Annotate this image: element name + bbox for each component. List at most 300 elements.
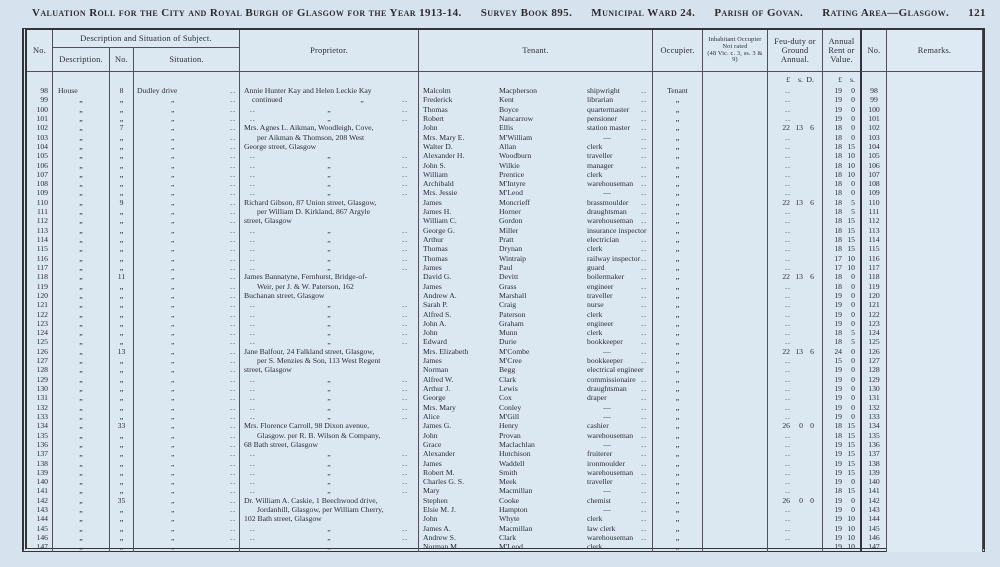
row-number-right: 117 — [860, 263, 887, 272]
proprietor-cell — [240, 170, 419, 179]
situation-cell — [134, 188, 240, 197]
feu-shillings: 13 — [795, 272, 803, 282]
feu-duty-cell — [768, 468, 823, 477]
ditto-mark: „ — [327, 486, 331, 496]
dot-leader: .. — [641, 309, 647, 319]
situation-cell — [134, 198, 240, 207]
rent-pounds: 19 — [834, 384, 842, 393]
inhabitant-occupier-cell — [703, 244, 768, 253]
dot-leader: .. — [230, 365, 236, 375]
situation-cell — [134, 384, 240, 393]
rent-pounds: 18 — [834, 160, 842, 170]
dot-leader: .. — [641, 244, 647, 254]
feu-shillings: 13 — [795, 197, 803, 207]
tenant-cell — [419, 95, 653, 104]
dot-leader: .. — [230, 113, 236, 123]
ditto-mark: „ — [327, 467, 331, 477]
ditto-mark: „ — [327, 225, 331, 235]
dot-leader: .. — [785, 467, 791, 477]
feu-pounds: 22 — [782, 197, 790, 207]
parish: Parish of Govan. — [714, 7, 804, 19]
tenant-cell — [419, 282, 653, 291]
rent-pounds: 15 — [834, 356, 842, 366]
rent-shillings: 10 — [847, 514, 855, 524]
dot-leader: .. — [402, 402, 408, 412]
row-number-right: 114 — [860, 235, 887, 244]
dot-leader: .. — [785, 179, 791, 189]
tenant-cell — [419, 356, 653, 365]
proprietor-cell — [240, 244, 419, 253]
feu-duty-cell — [768, 496, 823, 505]
row-number: 117 — [27, 263, 53, 272]
remarks-cell — [887, 365, 983, 374]
tenant-occupation: traveller — [587, 290, 613, 300]
annual-rent-cell — [823, 449, 861, 458]
tenant-surname: Cooke — [499, 495, 520, 505]
dot-leader: .. — [230, 328, 236, 338]
description-cell: „ — [53, 300, 110, 309]
remarks-cell — [887, 161, 983, 170]
occupier-cell: „ — [653, 375, 703, 384]
row-number-right: 107 — [860, 170, 887, 179]
annual-rent-cell — [823, 235, 861, 244]
inhabitant-occupier-cell — [703, 226, 768, 235]
annual-rent-cell — [823, 328, 861, 337]
tenant-occupation: manager — [587, 160, 614, 170]
feu-pounds: 22 — [782, 123, 790, 133]
header-no-right: No. — [860, 30, 887, 72]
situation-cell — [134, 440, 240, 449]
tenant-cell — [419, 524, 653, 533]
ditto-mark: „ — [327, 402, 331, 412]
dot-leader: .. — [641, 104, 647, 114]
feu-duty-cell — [768, 310, 823, 319]
row-number-right: 110 — [860, 198, 887, 207]
row-number: 106 — [27, 161, 53, 170]
tenant-surname: Meek — [499, 477, 517, 487]
remarks-cell — [887, 496, 983, 505]
tenant-surname: M'Leod — [499, 188, 524, 198]
pence-sign: D. — [806, 74, 814, 84]
tenant-occupation: electrician — [587, 235, 620, 244]
tenant-cell — [419, 449, 653, 458]
situation-cell — [134, 337, 240, 346]
money-spacer — [860, 72, 887, 86]
situation-text: „ — [171, 458, 175, 468]
rent-pounds: 18 — [834, 188, 842, 198]
tenant-cell — [419, 142, 653, 151]
situation-text: „ — [171, 179, 175, 189]
rent-pounds: 19 — [834, 86, 842, 95]
situation-cell — [134, 524, 240, 533]
proprietor-cell: street, Glasgow — [240, 216, 419, 225]
description-cell: „ — [53, 496, 110, 505]
rent-pounds: 18 — [834, 179, 842, 189]
house-number-cell: „ — [110, 263, 134, 272]
house-number-cell: 35 — [110, 496, 134, 505]
rent-shillings: 15 — [847, 467, 855, 477]
tenant-forename: John — [423, 328, 438, 338]
description-cell: „ — [53, 533, 110, 542]
tenant-occupation: clerk — [587, 169, 603, 179]
tenant-surname: Woodburn — [499, 151, 532, 161]
annual-rent-cell — [823, 319, 861, 328]
tenant-forename: George G. — [423, 225, 455, 235]
ditto-mark: „ — [327, 160, 331, 170]
feu-duty-cell — [768, 459, 823, 468]
dot-leader: .. — [641, 439, 647, 449]
feu-duty-cell — [768, 188, 823, 197]
house-number-cell: „ — [110, 142, 134, 151]
inhabitant-occupier-cell — [703, 170, 768, 179]
annual-rent-cell — [823, 375, 861, 384]
situation-text: „ — [171, 439, 175, 449]
rent-pounds: 19 — [834, 514, 842, 524]
situation-text: „ — [171, 421, 175, 431]
feu-pence: 0 — [810, 421, 814, 431]
rent-shillings: 15 — [847, 235, 855, 244]
annual-rent-cell — [823, 459, 861, 468]
tenant-surname: Moncrieff — [499, 197, 531, 207]
dot-leader: .. — [230, 346, 236, 356]
row-number-right: 134 — [860, 421, 887, 430]
row-number-right: 118 — [860, 272, 887, 281]
house-number-cell: „ — [110, 291, 134, 300]
valuation-roll-table — [22, 28, 985, 552]
house-number-cell: 13 — [110, 347, 134, 356]
tenant-occupation: brassmoulder — [587, 197, 629, 207]
tenant-surname: M'Cree — [499, 356, 522, 366]
situation-cell — [134, 95, 240, 104]
dot-leader: .. — [250, 318, 256, 328]
feu-pence: 6 — [810, 346, 814, 356]
rent-shillings: 5 — [851, 207, 855, 217]
remarks-cell — [887, 170, 983, 179]
occupier-cell: „ — [653, 105, 703, 114]
tenant-forename: Mrs. Mary — [423, 402, 456, 412]
proprietor-cell — [240, 95, 419, 104]
occupier-cell: „ — [653, 421, 703, 430]
house-number-cell: „ — [110, 161, 134, 170]
tenant-forename: Mrs. Mary E. — [423, 132, 465, 142]
dot-leader: .. — [230, 384, 236, 393]
rent-shillings: 0 — [851, 272, 855, 282]
description-cell: „ — [53, 319, 110, 328]
tenant-forename: Sarah P. — [423, 300, 448, 310]
tenant-surname: M'Leod — [499, 542, 524, 552]
tenant-cell — [419, 328, 653, 337]
description-cell: „ — [53, 291, 110, 300]
tenant-cell — [419, 431, 653, 440]
dot-leader: .. — [402, 467, 408, 477]
rent-pounds: 19 — [834, 95, 842, 105]
inhabitant-occupier-cell — [703, 216, 768, 225]
description-cell: „ — [53, 412, 110, 421]
row-number: 121 — [27, 300, 53, 309]
tenant-occupation: clerk — [587, 542, 603, 552]
dot-leader: .. — [641, 505, 647, 515]
rent-shillings: 10 — [847, 169, 855, 179]
dot-leader: .. — [641, 421, 647, 431]
situation-cell — [134, 496, 240, 505]
tenant-cell — [419, 403, 653, 412]
description-cell: „ — [53, 133, 110, 142]
house-number-cell: „ — [110, 365, 134, 374]
dot-leader: .. — [785, 169, 791, 179]
description-cell: „ — [53, 542, 110, 551]
rent-pounds: 19 — [834, 467, 842, 477]
dot-leader: .. — [230, 467, 236, 477]
rent-shillings: 0 — [851, 188, 855, 198]
rent-shillings: 15 — [847, 449, 855, 459]
situation-cell — [134, 114, 240, 123]
proprietor-cell: George street, Glasgow — [240, 142, 419, 151]
remarks-cell — [887, 216, 983, 225]
tenant-cell — [419, 105, 653, 114]
row-number: 134 — [27, 421, 53, 430]
situation-text: Dudley drive — [137, 86, 178, 95]
dot-leader: .. — [785, 402, 791, 412]
tenant-occupation: electrical engineer — [587, 365, 644, 375]
proprietor-cell: Mrs. Agnes L. Aikman, Woodleigh, Cove, — [240, 123, 419, 132]
dot-leader: .. — [250, 533, 256, 542]
page-title: Valuation Roll for the City and Royal Burgh of Glasgow for the Year 1913-14. — [32, 7, 462, 19]
description-cell: „ — [53, 179, 110, 188]
inhabitant-occupier-cell — [703, 459, 768, 468]
situation-text: „ — [171, 430, 175, 440]
tenant-surname: Clark — [499, 533, 517, 542]
remarks-cell — [887, 459, 983, 468]
ditto-mark: „ — [327, 411, 331, 421]
situation-cell — [134, 123, 240, 132]
description-cell: „ — [53, 207, 110, 216]
tenant-occupation: — — [603, 439, 611, 449]
house-number-cell: „ — [110, 514, 134, 523]
rent-pounds: 18 — [834, 244, 842, 254]
row-number-right: 102 — [860, 123, 887, 132]
tenant-forename: John — [423, 514, 438, 524]
dot-leader: .. — [641, 402, 647, 412]
occupier-cell: „ — [653, 449, 703, 458]
proprietor-cell: Glasgow. per R. B. Wilson & Company, — [240, 431, 419, 440]
proprietor-cell — [240, 151, 419, 160]
inhabitant-occupier-cell — [703, 542, 768, 551]
house-number-cell: „ — [110, 133, 134, 142]
row-number-right: 99 — [860, 95, 887, 104]
description-cell: „ — [53, 356, 110, 365]
dot-leader: .. — [641, 346, 647, 356]
description-cell: „ — [53, 161, 110, 170]
description-cell: „ — [53, 514, 110, 523]
rent-pounds: 18 — [834, 225, 842, 235]
proprietor-continued: continued — [252, 95, 283, 105]
proprietor-cell — [240, 114, 419, 123]
proprietor-cell — [240, 524, 419, 533]
house-number-cell: „ — [110, 151, 134, 160]
inhabitant-occupier-cell — [703, 319, 768, 328]
dot-leader: .. — [641, 132, 647, 142]
situation-text: „ — [171, 365, 175, 375]
dot-leader: .. — [641, 272, 647, 282]
row-number: 133 — [27, 412, 53, 421]
inhabitant-occupier-cell — [703, 384, 768, 393]
row-number: 141 — [27, 486, 53, 495]
rating-area: Rating Area—Glasgow. — [822, 7, 950, 19]
row-number-right: 115 — [860, 244, 887, 253]
row-number: 107 — [27, 170, 53, 179]
feu-duty-cell — [768, 151, 823, 160]
dot-leader: .. — [641, 542, 647, 552]
situation-cell — [134, 170, 240, 179]
header-row-no: No. — [27, 30, 53, 72]
occupier-cell: „ — [653, 459, 703, 468]
row-number-right: 130 — [860, 384, 887, 393]
description-cell: „ — [53, 198, 110, 207]
rent-shillings: 10 — [847, 160, 855, 170]
occupier-cell: „ — [653, 95, 703, 104]
rent-shillings: 0 — [851, 132, 855, 142]
occupier-cell: „ — [653, 524, 703, 533]
row-number: 102 — [27, 123, 53, 132]
row-number: 101 — [27, 114, 53, 123]
annual-rent-cell — [823, 440, 861, 449]
feu-duty-cell — [768, 170, 823, 179]
tenant-cell — [419, 347, 653, 356]
dot-leader: .. — [230, 197, 236, 207]
feu-duty-cell — [768, 198, 823, 207]
situation-text: „ — [171, 411, 175, 421]
house-number-cell: „ — [110, 179, 134, 188]
house-number-cell: „ — [110, 170, 134, 179]
inhabitant-occupier-cell — [703, 347, 768, 356]
dot-leader: .. — [402, 151, 408, 161]
row-number: 140 — [27, 477, 53, 486]
remarks-cell — [887, 421, 983, 430]
tenant-occupation: clerk — [587, 141, 603, 151]
situation-cell — [134, 254, 240, 263]
dot-leader: .. — [641, 123, 647, 133]
rent-shillings: 15 — [847, 458, 855, 468]
inhabitant-occupier-cell — [703, 365, 768, 374]
tenant-forename: James — [423, 281, 442, 291]
dot-leader: .. — [230, 337, 236, 347]
feu-duty-cell — [768, 161, 823, 170]
dot-leader: .. — [402, 160, 408, 170]
header-proprietor: Proprietor. — [240, 30, 419, 72]
dot-leader: .. — [250, 179, 256, 189]
tenant-cell — [419, 291, 653, 300]
rent-shillings: 10 — [847, 523, 855, 533]
row-number-right: 146 — [860, 533, 887, 542]
remarks-cell — [887, 235, 983, 244]
dot-leader: .. — [250, 486, 256, 496]
tenant-occupation: — — [603, 411, 611, 421]
occupier-cell: „ — [653, 263, 703, 272]
dot-leader: .. — [785, 188, 791, 198]
tenant-occupation: traveller — [587, 151, 613, 161]
dot-leader: .. — [785, 374, 791, 384]
proprietor-cell: Jordanhill, Glasgow, per William Cherry, — [240, 505, 419, 514]
occupier-cell: „ — [653, 514, 703, 523]
rent-pounds: 19 — [834, 449, 842, 459]
row-number-right: 135 — [860, 431, 887, 440]
occupier-cell: „ — [653, 142, 703, 151]
dot-leader: .. — [641, 113, 647, 123]
dot-leader: .. — [785, 281, 791, 291]
tenant-forename: Alexander — [423, 449, 456, 459]
remarks-cell — [887, 198, 983, 207]
tenant-cell — [419, 272, 653, 281]
dot-leader: .. — [641, 188, 647, 198]
rent-pounds: 19 — [834, 104, 842, 114]
annual-rent-cell — [823, 403, 861, 412]
remarks-cell — [887, 272, 983, 281]
annual-rent-cell — [823, 133, 861, 142]
description-cell: „ — [53, 114, 110, 123]
rent-pounds: 17 — [834, 262, 842, 272]
tenant-forename: Robert — [423, 113, 444, 123]
tenant-surname: Durie — [499, 337, 517, 347]
row-number: 142 — [27, 496, 53, 505]
rent-pounds: 19 — [834, 523, 842, 533]
tenant-cell — [419, 226, 653, 235]
inhabitant-occupier-cell — [703, 431, 768, 440]
proprietor-cell — [240, 300, 419, 309]
situation-text: „ — [171, 95, 175, 105]
tenant-cell — [419, 412, 653, 421]
description-cell: „ — [53, 403, 110, 412]
inhabitant-occupier-cell — [703, 263, 768, 272]
ditto-mark: „ — [327, 253, 331, 263]
house-number-cell: „ — [110, 328, 134, 337]
ditto-mark: „ — [360, 95, 364, 105]
dot-leader: .. — [230, 421, 236, 431]
occupier-cell: „ — [653, 542, 703, 551]
remarks-cell — [887, 244, 983, 253]
dot-leader: .. — [785, 318, 791, 328]
tenant-forename: George — [423, 393, 446, 403]
situation-cell — [134, 226, 240, 235]
occupier-cell: „ — [653, 440, 703, 449]
dot-leader: .. — [785, 300, 791, 310]
dot-leader: .. — [785, 290, 791, 300]
tenant-forename: Thomas — [423, 104, 448, 114]
proprietor-cell: 102 Bath street, Glasgow — [240, 514, 419, 523]
row-number: 144 — [27, 514, 53, 523]
dot-leader: .. — [230, 225, 236, 235]
house-number-cell: 11 — [110, 272, 134, 281]
row-number: 111 — [27, 207, 53, 216]
dot-leader: .. — [250, 523, 256, 533]
annual-rent-cell — [823, 216, 861, 225]
occupier-cell: „ — [653, 477, 703, 486]
description-cell: „ — [53, 449, 110, 458]
house-number-cell: „ — [110, 235, 134, 244]
ditto-mark: „ — [327, 151, 331, 161]
tenant-surname: Lewis — [499, 384, 518, 393]
inhabitant-occupier-cell — [703, 114, 768, 123]
row-number-right: 105 — [860, 151, 887, 160]
dot-leader: .. — [230, 356, 236, 366]
inhabitant-occupier-cell — [703, 151, 768, 160]
dot-leader: .. — [230, 253, 236, 263]
description-cell: „ — [53, 226, 110, 235]
row-number-right: 139 — [860, 468, 887, 477]
occupier-cell: „ — [653, 282, 703, 291]
house-number-cell: „ — [110, 216, 134, 225]
annual-rent-cell — [823, 337, 861, 346]
row-number: 123 — [27, 319, 53, 328]
